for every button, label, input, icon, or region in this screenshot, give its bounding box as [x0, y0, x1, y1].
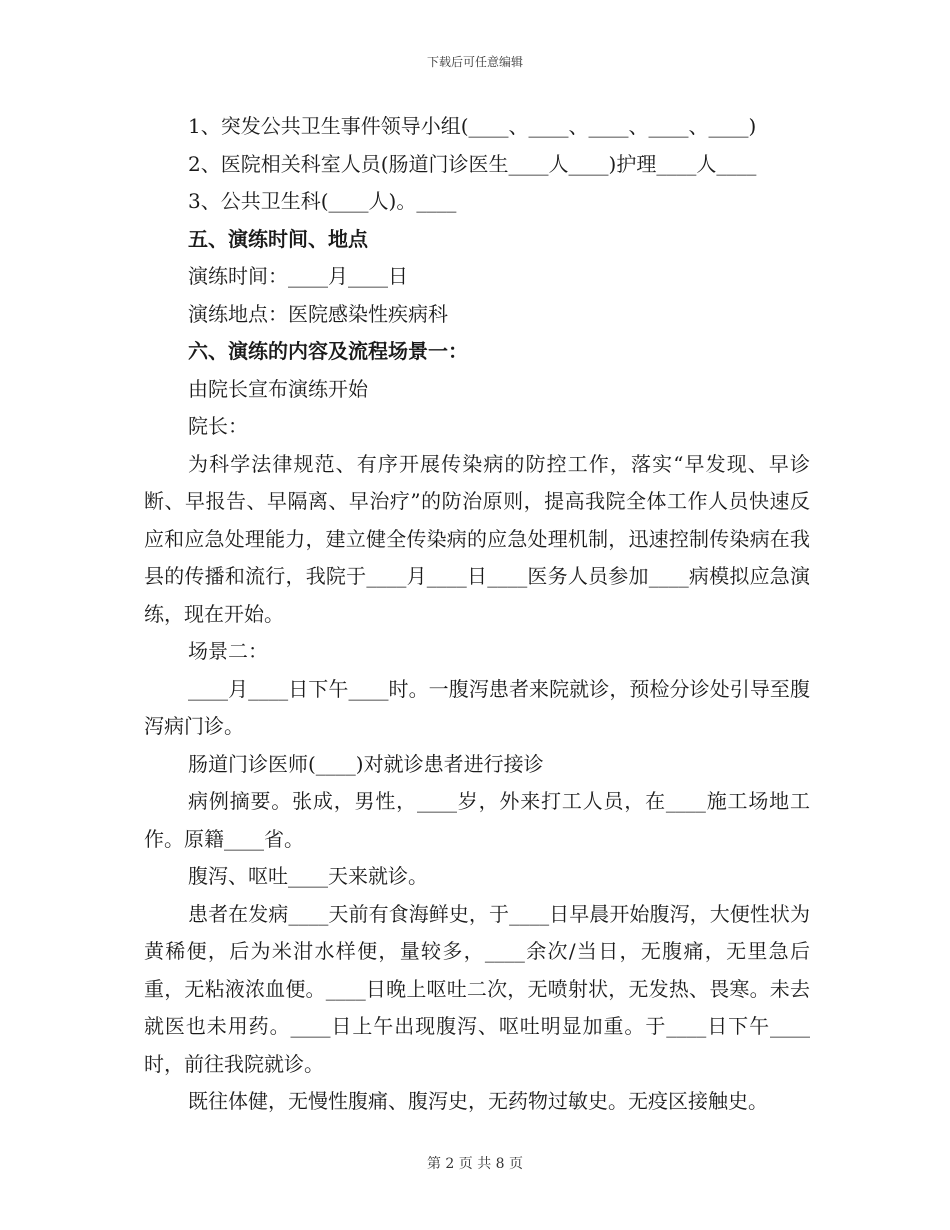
section-heading-time-place: 五、演练时间、地点	[188, 226, 368, 251]
scene-two-label: 场景二：	[188, 639, 268, 663]
drill-time: 演练时间：____月____日	[188, 264, 408, 288]
history-paragraph: 患者在发病____天前有食海鲜史，于____日早晨开始腹泻，大便性状为黄稀便，后为米泔水样便，量较多，____余次/当日，无腹痛，无里急后重，无粘液浓血便。____日晚上呕吐二次，无喷射状，无发热、畏寒。未去就医也未用药。____日上午出现腹泻、呕吐明显加重。于____日下午____时，前往我院就诊。	[144, 901, 810, 1076]
document-body	[144, 108, 810, 1121]
symptom-line: 腹泻、呕吐____天来就诊。	[188, 864, 428, 888]
dean-label: 院长：	[188, 414, 248, 438]
doctor-line: 肠道门诊医师(____)对就诊患者进行接诊	[188, 751, 544, 776]
section-heading-content: 六、演练的内容及流程场景一：	[188, 339, 468, 363]
page-header: 下载后可任意编辑	[426, 55, 523, 69]
announce-line: 由院长宣布演练开始	[188, 376, 368, 401]
page-footer: 第 2 页 共 8 页	[426, 1156, 524, 1172]
scene-two-paragraph: ____月____日下午____时。一腹泻患者来院就诊，预检分诊处引导至腹泻病门诊。	[144, 676, 810, 738]
list-item-leadership: 1、突发公共卫生事件领导小组(____、____、____、____、____)	[188, 114, 757, 138]
case-summary-paragraph: 病例摘要。张成，男性，____岁，外来打工人员，在____施工场地工作。原籍____省。	[144, 789, 810, 851]
list-item-public-health: 3、公共卫生科(____人)。____	[188, 189, 457, 213]
drill-place: 演练地点：医院感染性疾病科	[188, 301, 448, 326]
list-item-departments: 2、医院相关科室人员(肠道门诊医生____人____)护理____人____	[188, 151, 757, 176]
dean-speech-paragraph: 为科学法律规范、有序开展传染病的防控工作，落实“早发现、早诊断、早报告、早隔离、早治疗”的防治原则，提高我院全体工作人员快速反应和应急处理能力，建立健全传染病的应急处理机制，迅速控制传染病在我县的传播和流行，我院于____月____日____医务人员参加____病模拟应急演练，现在开始。	[144, 451, 810, 626]
past-history-line: 既往体健，无慢性腹痛、腹泻史，无药物过敏史。无疫区接触史。	[188, 1089, 768, 1113]
